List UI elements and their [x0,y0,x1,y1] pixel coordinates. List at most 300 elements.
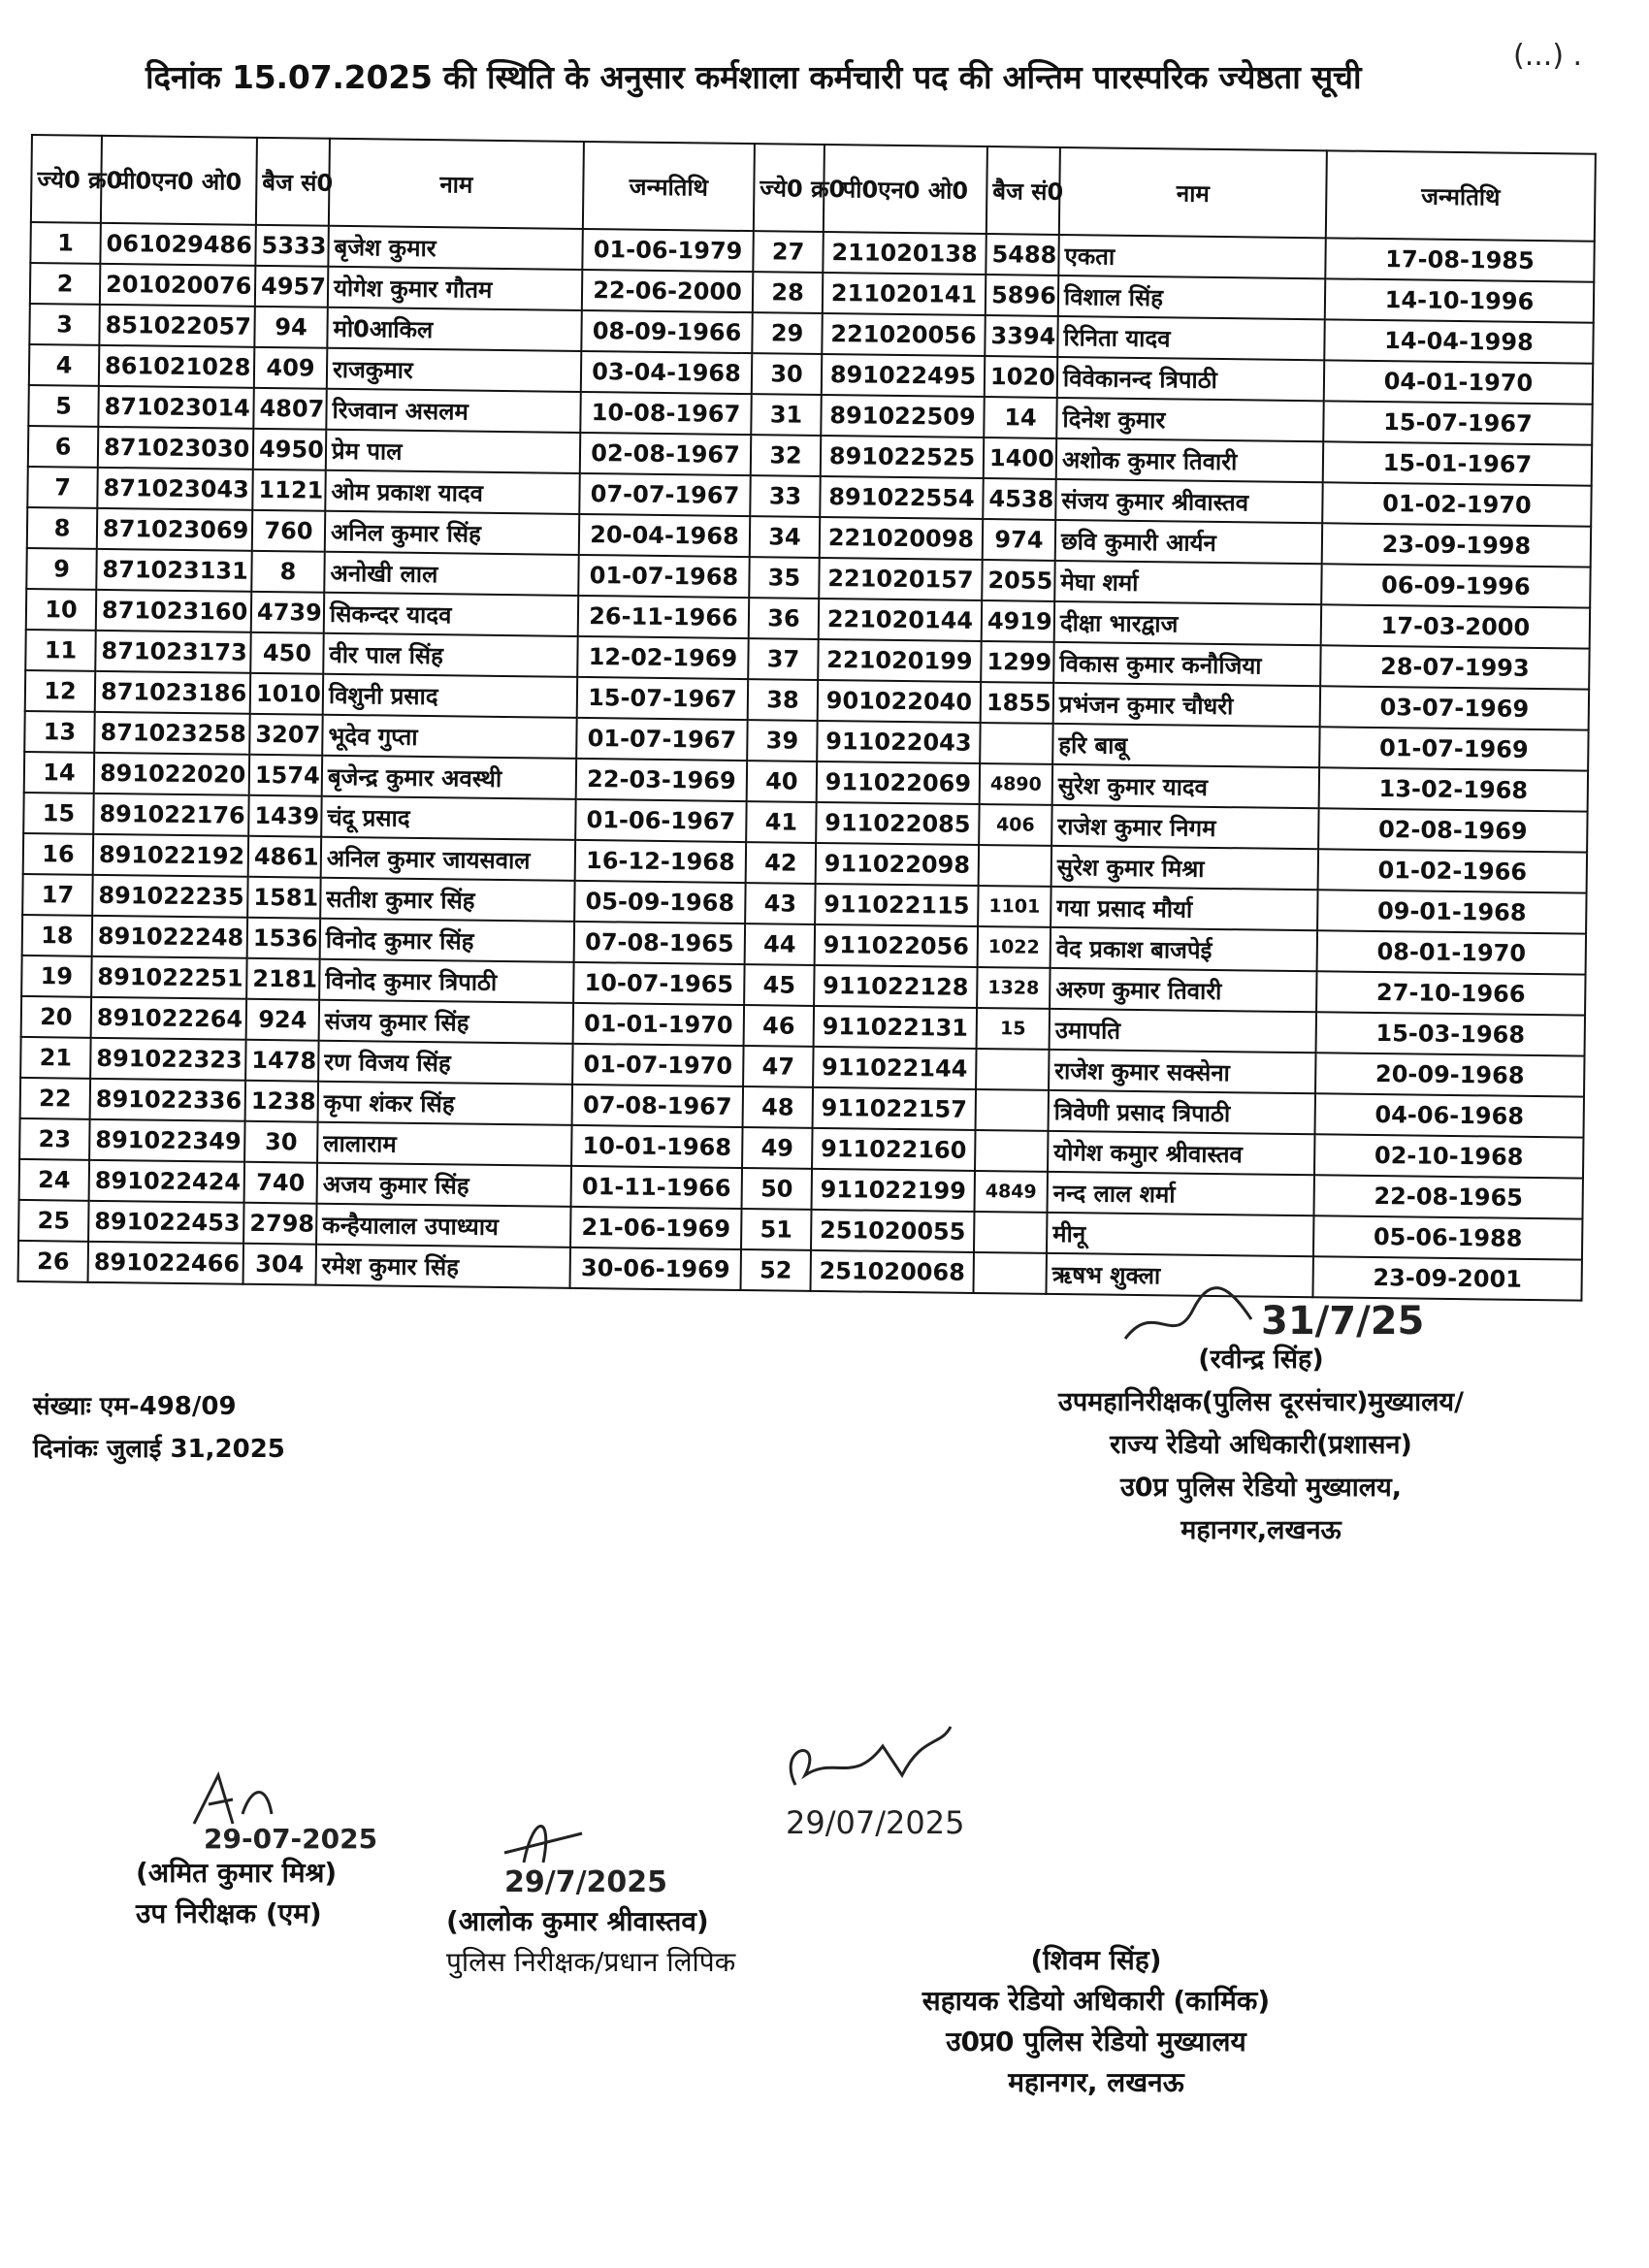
cell-seniority-no-2: 34 [750,516,821,558]
cell-name-2: प्रभंजन कुमार चौधरी [1053,683,1320,727]
cell-badge-no-2 [974,1212,1048,1253]
cell-pno: 861021028 [99,345,255,388]
cell-pno: 871023030 [98,427,254,470]
cell-badge-no: 4957 [255,266,329,308]
header-badge-no: बैज सं0 [256,138,330,226]
header-seniority-no-2: ज्ये0 क्र0 [754,144,824,232]
cell-seniority-no: 13 [24,711,95,753]
cell-name-2: विशाल सिंह [1058,275,1325,319]
cell-pno-2: 911022043 [817,721,981,763]
cell-name-2: विकास कुमार कनौजिया [1053,642,1320,686]
cell-seniority-no: 22 [20,1078,91,1119]
cell-name-2: अशोक कुमार तिवारी [1056,438,1323,482]
cell-pno: 891022323 [90,1038,246,1081]
cell-seniority-no: 4 [29,344,100,386]
cell-seniority-no: 17 [22,874,93,916]
cell-seniority-no-2: 52 [740,1249,811,1291]
header-dob: जन्मतिथि [583,142,755,231]
cell-seniority-no-2: 51 [741,1209,812,1250]
cell-pno-2: 251020068 [810,1250,974,1293]
cell-dob: 07-08-1965 [574,922,745,964]
corner-handwritten-mark: (...) . [1513,39,1583,73]
cell-name: वीर पाल सिंह [323,633,577,677]
cell-dob: 08-09-1966 [581,310,752,353]
cell-dob-2: 14-10-1996 [1325,278,1594,322]
cell-pno: 891022235 [92,875,248,918]
cell-name: संजय कुमार सिंह [319,1000,573,1044]
cell-badge-no-2: 4538 [983,478,1056,520]
cell-dob-2: 09-01-1968 [1317,890,1586,933]
cell-badge-no: 740 [244,1162,318,1204]
cell-dob-2: 01-02-1966 [1318,849,1587,892]
cell-name-2: छवि कुमारी आर्यन [1055,520,1322,564]
cell-pno-2: 911022199 [812,1169,976,1212]
cell-seniority-no: 14 [24,752,95,794]
cell-badge-no-2: 1855 [981,682,1054,724]
cell-name-2: एकता [1058,235,1325,278]
cell-pno-2: 211020141 [823,273,986,315]
cell-dob-2: 17-03-2000 [1321,604,1590,648]
cell-name-2: गया प्रसाद मौर्या [1051,887,1317,930]
cell-name-2: वेद प्रकाश बाजपेई [1051,927,1317,971]
cell-name: ओम प्रकाश यादव [325,470,579,514]
cell-badge-no: 924 [246,999,320,1041]
cell-pno-2: 221020157 [819,558,983,600]
cell-pno-2: 911022056 [815,924,979,967]
cell-name: योगेश कुमार गौतम [328,267,582,310]
cell-pno-2: 891022525 [821,436,985,478]
cell-badge-no-2: 1020 [985,356,1058,398]
cell-seniority-no-2: 45 [744,964,815,1006]
header-pno-2: पी0एन0 ओ0 [824,145,987,234]
cell-dob: 21-06-1969 [570,1207,741,1249]
signatory-3-office-1: उ0प्र0 पुलिस रेडियो मुख्यालय [946,2025,1246,2057]
cell-seniority-no-2: 47 [743,1046,814,1087]
signatory-2-designation: पुलिस निरीक्षक/प्रधान लिपिक [446,1946,736,1978]
cell-pno-2: 911022131 [814,1006,978,1049]
cell-dob-2: 02-10-1968 [1314,1134,1583,1178]
cell-badge-no: 4739 [251,592,325,633]
cell-badge-no: 4807 [253,388,327,430]
cell-name: कन्हैयालाल उपाध्याय [316,1204,570,1247]
cell-seniority-no-2: 44 [745,923,816,965]
cell-badge-no: 94 [254,307,328,348]
header-pno: पी0एन0 ओ0 [101,136,257,225]
cell-name: चंदू प्रसाद [321,796,575,840]
cell-name-2: त्रिवेणी प्रसाद त्रिपाठी [1049,1090,1315,1134]
cell-name: अनिल कुमार सिंह [325,511,579,555]
cell-seniority-no-2: 27 [753,231,824,273]
cell-pno: 891022264 [91,997,247,1040]
cell-dob-2: 06-09-1996 [1321,564,1590,607]
cell-seniority-no: 11 [25,630,96,671]
cell-dob: 01-01-1970 [573,1003,745,1046]
cell-seniority-no-2: 31 [751,394,822,436]
cell-pno: 871023014 [98,386,254,429]
cell-dob: 01-06-1979 [582,229,754,272]
cell-seniority-no-2: 37 [748,638,819,680]
cell-name-2: दिनेश कुमार [1056,398,1323,441]
cell-pno-2: 911022157 [813,1087,977,1130]
signatory-3-designation: सहायक रेडियो अधिकारी (कार्मिक) [922,1985,1271,2017]
cell-dob: 03-04-1968 [581,351,752,394]
cell-seniority-no: 15 [23,793,94,834]
cell-name-2: उमापति [1050,1009,1316,1053]
cell-dob-2: 22-08-1965 [1313,1175,1582,1218]
cell-dob: 10-08-1967 [580,392,752,435]
cell-seniority-no: 1 [30,222,101,264]
header-name: नाम [329,139,584,229]
cell-pno: 891022336 [90,1079,246,1121]
cell-name-2: राजेश कुमार निगम [1051,805,1318,849]
cell-badge-no-2: 1400 [984,437,1057,479]
cell-pno: 891022192 [93,834,249,877]
cell-dob-2: 23-09-1998 [1322,523,1591,567]
cell-name: अनोखी लाल [324,552,578,596]
svg-text:29/7/2025: 29/7/2025 [504,1865,668,1899]
cell-seniority-no-2: 35 [749,557,820,599]
signatory-1-name: (अमित कुमार मिश्र) [136,1857,338,1889]
cell-pno: 891022453 [88,1201,244,1244]
cell-name-2: योगेश कमुार श्रीवास्तव [1048,1131,1314,1175]
cell-pno-2: 891022495 [822,354,986,397]
cell-seniority-no: 6 [28,426,99,468]
cell-name: रण विजय सिंह [318,1041,572,1085]
cell-badge-no-2: 4849 [974,1171,1048,1213]
cell-pno-2: 211020138 [823,232,986,275]
cell-badge-no-2: 15 [977,1008,1051,1050]
cell-name-2: दीक्षा भारद्वाज [1054,601,1321,645]
cell-pno-2: 911022115 [815,884,979,926]
cell-pno: 891022248 [92,916,248,958]
cell-dob: 15-07-1967 [577,677,749,720]
cell-seniority-no-2: 50 [742,1168,813,1210]
cell-dob: 01-11-1966 [571,1166,742,1209]
cell-dob-2: 15-07-1967 [1323,401,1592,444]
cell-pno: 061029486 [100,223,256,266]
cell-pno-2: 911022128 [814,965,978,1008]
cell-badge-no: 1010 [250,673,324,715]
cell-seniority-no-2: 28 [753,272,824,313]
cell-dob-2: 17-08-1985 [1325,238,1594,281]
cell-dob: 10-01-1968 [571,1125,743,1168]
cell-name-2: विवेकानन्द त्रिपाठी [1057,357,1324,401]
cell-pno-2: 221020199 [818,639,982,682]
main-signatory-block [960,1299,1562,1552]
main-signatory-office-2: महानगर,लखनऊ [1180,1515,1342,1545]
cell-dob-2: 01-02-1970 [1322,482,1591,526]
cell-dob: 01-07-1970 [572,1044,744,1086]
cell-seniority-no-2: 49 [742,1127,813,1169]
cell-badge-no-2: 1101 [978,886,1051,927]
cell-name-2: सुरेश कुमार मिश्रा [1051,846,1318,890]
signatory-2-signature [466,1795,757,1901]
cell-name-2: संजय कुमार श्रीवास्तव [1055,479,1322,523]
cell-dob: 12-02-1969 [577,636,748,679]
cell-seniority-no-2: 32 [751,435,822,476]
cell-pno-2: 911022098 [816,843,980,886]
cell-pno-2: 891022554 [820,476,984,519]
cell-pno: 871023069 [97,508,253,551]
signatory-1-signature [175,1756,427,1853]
table-body [18,222,1595,1301]
cell-name: रिजवान असलम [326,389,580,433]
cell-seniority-no: 16 [23,833,94,875]
cell-name: अजय कुमार सिंह [317,1163,571,1207]
cell-seniority-no-2: 39 [747,720,818,761]
reference-date: दिनांकः जुलाई 31,2025 [33,1435,285,1464]
cell-name: लालाराम [317,1122,571,1166]
cell-dob: 01-07-1968 [578,555,750,598]
cell-seniority-no-2: 42 [746,842,817,884]
cell-seniority-no: 23 [19,1118,90,1160]
cell-name: प्रेम पाल [326,430,580,473]
cell-seniority-no: 9 [26,548,97,590]
cell-seniority-no-2: 36 [749,598,820,639]
cell-seniority-no: 5 [28,385,99,427]
seniority-table [17,134,1597,1302]
cell-seniority-no: 3 [29,304,100,345]
cell-name: विनोद कुमार सिंह [320,919,574,962]
cell-pno: 891022176 [93,794,249,836]
cell-name: रमेश कुमार सिंह [316,1245,570,1288]
cell-badge-no: 450 [250,632,324,674]
cell-badge-no: 2181 [246,958,320,1000]
cell-dob: 05-09-1968 [574,881,745,923]
cell-seniority-no: 7 [27,467,98,508]
cell-pno: 851022057 [99,305,255,347]
cell-seniority-no: 20 [21,996,92,1038]
cell-name-2: मेघा शर्मा [1054,561,1321,604]
cell-badge-no: 409 [254,347,328,389]
svg-text:29-07-2025: 29-07-2025 [204,1823,378,1855]
cell-badge-no-2: 974 [983,519,1056,561]
cell-name-2: नन्द लाल शर्मा [1047,1172,1313,1215]
cell-pno: 871023258 [94,712,250,755]
cell-badge-no-2: 1022 [978,926,1051,968]
cell-seniority-no: 2 [30,263,101,305]
cell-dob-2: 03-07-1969 [1320,686,1589,729]
cell-badge-no: 304 [243,1244,317,1285]
cell-seniority-no: 19 [21,956,92,997]
cell-seniority-no: 8 [27,507,98,549]
signatory-3-block [873,1940,1319,2103]
cell-dob-2: 28-07-1993 [1320,645,1589,689]
cell-badge-no: 1536 [247,918,321,959]
cell-badge-no: 1439 [248,795,322,837]
cell-badge-no-2: 1299 [981,641,1054,683]
cell-badge-no: 1581 [247,877,321,919]
svg-text:31/7/25: 31/7/25 [1261,1299,1425,1344]
cell-pno-2: 911022144 [813,1047,977,1089]
cell-pno-2: 221020144 [819,599,983,641]
cell-seniority-no: 12 [25,670,96,712]
cell-badge-no-2 [976,1049,1050,1090]
cell-dob: 30-06-1969 [570,1247,741,1290]
header-name-2: नाम [1059,147,1327,238]
cell-pno-2: 911022069 [817,761,981,804]
cell-pno-2: 911022160 [812,1128,976,1171]
signatory-2-name: (आलोक कुमार श्रीवास्तव) [446,1905,709,1937]
cell-badge-no-2: 406 [979,804,1052,846]
cell-pno: 891022349 [89,1119,245,1162]
main-signatory-designation-1: उपमहानिरीक्षक(पुलिस दूरसंचार)मुख्यालय/ [1058,1387,1464,1417]
cell-name: भूदेव गुप्ता [322,715,576,759]
cell-name-2: मीनू [1047,1213,1313,1256]
cell-pno-2: 221020098 [820,517,984,560]
cell-pno: 891022424 [89,1160,245,1203]
cell-seniority-no-2: 40 [747,761,818,802]
cell-pno: 891022251 [91,956,247,999]
cell-pno: 871023131 [96,549,252,592]
reference-block [33,1385,285,1471]
cell-badge-no: 1574 [249,755,323,796]
cell-name-2: अरुण कुमार तिवारी [1050,968,1316,1012]
cell-dob-2: 05-06-1988 [1313,1215,1582,1259]
cell-seniority-no-2: 30 [752,353,823,395]
cell-badge-no-2 [979,845,1052,887]
cell-dob: 22-03-1969 [576,759,748,801]
cell-dob: 07-07-1967 [579,473,751,516]
main-signatory-name: (रवीन्द्र सिंह) [1198,1345,1324,1375]
cell-pno-2: 911022085 [816,802,980,845]
cell-name-2: सुरेश कुमार यादव [1052,764,1319,808]
cell-dob-2: 14-04-1998 [1324,319,1593,363]
header-seniority-no: ज्ये0 क्र0 [31,135,102,223]
cell-pno-2: 221020056 [822,313,986,356]
cell-name-2: राजेश कुमार सक्सेना [1049,1050,1315,1093]
cell-dob-2: 27-10-1966 [1316,971,1585,1015]
cell-pno: 201020076 [100,264,256,307]
cell-dob: 10-07-1965 [573,962,744,1005]
cell-name: मो0आकिल [327,308,581,351]
cell-dob-2: 15-03-1968 [1316,1012,1585,1055]
cell-seniority-no-2: 48 [743,1086,814,1128]
cell-pno: 891022466 [88,1242,244,1284]
cell-badge-no: 3207 [249,714,323,756]
cell-dob-2: 13-02-1968 [1319,767,1588,811]
cell-badge-no-2 [975,1130,1049,1172]
cell-seniority-no: 21 [20,1037,91,1079]
cell-dob-2: 15-01-1967 [1323,441,1592,485]
cell-seniority-no-2: 43 [745,883,816,924]
cell-badge-no: 4950 [253,429,327,470]
cell-dob-2: 08-01-1970 [1317,930,1586,974]
cell-name: राजकुमार [327,348,581,392]
document-title: दिनांक 15.07.2025 की स्थिति के अनुसार कर्मशाला कर्मचारी पद की अन्तिम पारस्परिक ज्येष्ठता सूची [146,58,1362,96]
cell-dob-2: 02-08-1969 [1318,808,1587,852]
cell-badge-no: 5333 [255,225,329,267]
cell-badge-no-2 [980,723,1053,764]
cell-name: सतीश कुमार सिंह [320,878,574,922]
cell-name: अनिल कुमार जायसवाल [321,837,575,881]
cell-badge-no-2: 4919 [982,600,1055,642]
cell-seniority-no: 18 [22,915,93,956]
cell-name: बृजेन्द्र कुमार अवस्थी [322,756,576,799]
cell-pno: 871023043 [97,468,253,510]
cell-badge-no-2: 1328 [977,967,1051,1009]
cell-dob-2: 04-06-1968 [1315,1093,1584,1137]
cell-pno-2: 901022040 [818,680,982,723]
cell-seniority-no-2: 33 [750,475,821,517]
cell-pno-2: 251020055 [811,1210,975,1252]
signatory-3-office-2: महानगर, लखनऊ [1008,2066,1184,2098]
cell-badge-no-2: 5488 [986,234,1059,275]
cell-badge-no: 1238 [245,1081,319,1122]
cell-seniority-no-2: 41 [746,801,817,843]
cell-dob: 22-06-2000 [582,270,754,312]
cell-name: विशुनी प्रसाद [323,674,577,718]
cell-badge-no: 30 [244,1121,318,1163]
cell-pno: 871023160 [96,590,252,632]
cell-dob: 20-04-1968 [579,514,751,557]
cell-badge-no: 1121 [252,470,326,511]
cell-badge-no-2 [973,1252,1047,1294]
signatory-3-signature [757,1717,1009,1843]
cell-name-2: रिनिता यादव [1057,316,1324,360]
cell-dob: 01-07-1967 [576,718,748,761]
cell-name-2: ऋषभ शुक्ला [1046,1253,1312,1297]
cell-dob: 07-08-1967 [572,1085,744,1127]
cell-seniority-no: 25 [18,1200,89,1242]
cell-dob-2: 04-01-1970 [1324,360,1593,404]
cell-badge-no-2: 14 [984,397,1057,438]
main-signatory-office-1: उ0प्र पुलिस रेडियो मुख्यालय, [1120,1473,1402,1503]
svg-text:29/07/2025: 29/07/2025 [786,1804,965,1841]
main-signature [1116,1280,1425,1358]
cell-dob-2: 01-07-1969 [1319,727,1588,770]
cell-dob-2: 20-09-1968 [1315,1053,1584,1096]
cell-seniority-no-2: 29 [752,312,823,354]
signatory-1-designation: उप निरीक्षक (एम) [136,1897,322,1929]
cell-name-2: हरि बाबू [1052,724,1319,767]
header-badge-no-2: बैज सं0 [986,146,1060,235]
cell-name: बृजेश कुमार [328,226,582,270]
cell-pno: 891022020 [94,753,250,795]
cell-name: कृपा शंकर सिंह [318,1082,572,1125]
cell-seniority-no-2: 46 [744,1005,815,1047]
cell-badge-no: 8 [251,551,325,593]
cell-seniority-no: 26 [18,1241,89,1282]
cell-dob: 02-08-1967 [580,433,752,475]
seniority-table-wrapper [17,134,1595,1302]
cell-badge-no-2: 2055 [982,560,1055,601]
cell-dob: 16-12-1968 [575,840,747,883]
header-dob-2: जन्मतिथि [1326,150,1596,241]
cell-pno: 871023186 [95,671,251,714]
cell-badge-no: 2798 [243,1203,317,1245]
cell-badge-no: 4861 [248,836,322,878]
cell-dob-2: 23-09-2001 [1312,1256,1581,1300]
signatory-3-name: (शिवम सिंह) [1030,1944,1162,1976]
cell-pno: 871023173 [95,631,251,673]
reference-number: संख्याः एम-498/09 [33,1392,237,1421]
cell-name: विनोद कुमार त्रिपाठी [319,959,573,1003]
cell-pno-2: 891022509 [821,395,985,437]
signatory-2-block [446,1795,757,1983]
cell-seniority-no: 10 [26,589,97,631]
cell-badge-no: 1478 [245,1040,319,1082]
cell-badge-no-2 [976,1089,1050,1131]
cell-badge-no-2: 5896 [986,275,1059,316]
cell-seniority-no: 24 [19,1159,90,1201]
cell-name: सिकन्दर यादव [324,593,578,636]
main-signatory-designation-2: राज्य रेडियो अधिकारी(प्रशासन) [1110,1430,1412,1460]
cell-dob: 01-06-1967 [575,799,747,842]
cell-badge-no-2: 4890 [980,763,1053,805]
cell-dob: 26-11-1966 [578,596,749,638]
cell-badge-no-2: 3394 [985,315,1058,357]
